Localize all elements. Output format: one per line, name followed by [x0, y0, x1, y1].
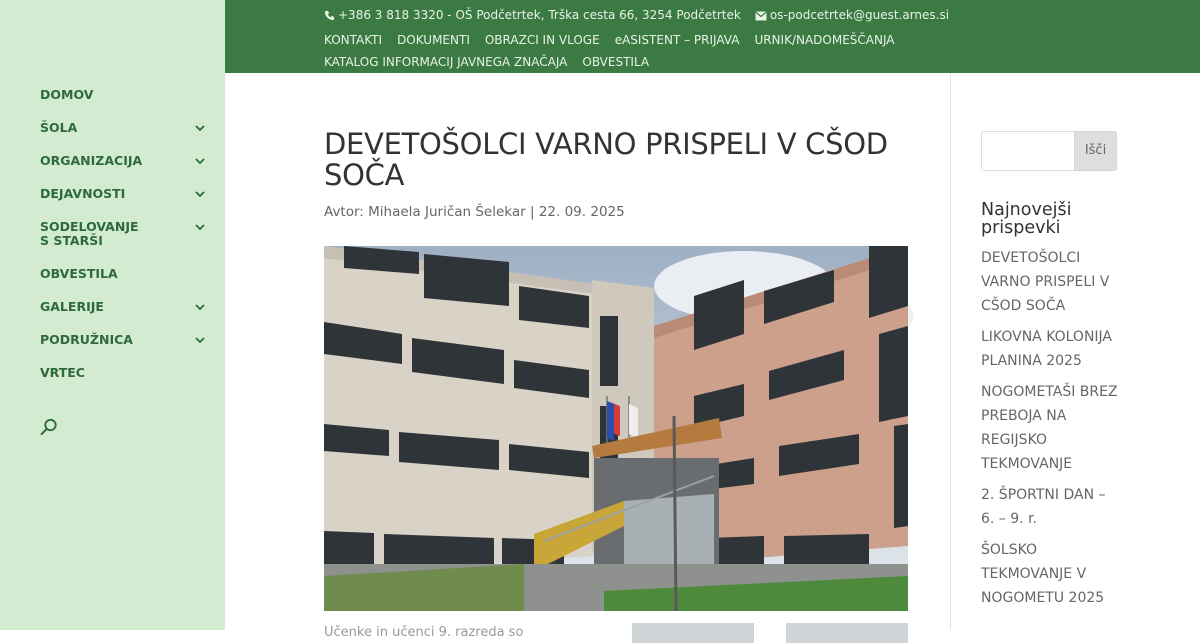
- left-sidebar: [0, 0, 225, 630]
- chevron-down-icon[interactable]: [194, 221, 206, 233]
- widget-search-button[interactable]: Išči: [1074, 131, 1117, 171]
- gallery-thumbnail[interactable]: [786, 623, 908, 643]
- widget-search-input[interactable]: [981, 131, 1075, 171]
- contact-address: +386 3 818 3320 - OŠ Podčetrtek, Trška cesta 66, 3254 Podčetrtek: [338, 8, 741, 22]
- phone-icon: [324, 10, 335, 21]
- recent-post-link[interactable]: DEVETOŠOLCI VARNO PRISPELI V CŠOD SOČA: [981, 250, 1110, 314]
- sidebar-item-podruznica[interactable]: PODRUŽNICA: [40, 333, 210, 347]
- recent-post-link[interactable]: LIKOVNA KOLONIJA PLANINA 2025: [981, 329, 1113, 369]
- top-link-obrazci[interactable]: OBRAZCI IN VLOGE: [484, 33, 600, 47]
- contact-email[interactable]: os-podcetrtek@guest.arnes.si: [769, 8, 950, 22]
- sidebar-item-organizacija[interactable]: ORGANIZACIJA: [40, 154, 210, 168]
- article-title: DEVETOŠOLCI VARNO PRISPELI V CŠOD SOČA: [324, 127, 888, 192]
- envelope-icon: [755, 11, 767, 21]
- main-nav: [40, 88, 210, 399]
- top-link-kontakti[interactable]: KONTAKTI: [324, 33, 383, 47]
- sidebar-item-sola[interactable]: ŠOLA: [40, 121, 210, 135]
- recent-posts-title: Najnovejši prispevki: [981, 200, 1072, 238]
- top-nav: [324, 29, 964, 73]
- sidebar-item-dejavnosti[interactable]: DEJAVNOSTI: [40, 187, 210, 201]
- recent-post-link[interactable]: NOGOMETAŠI BREZ PREBOJA NA REGIJSKO TEKMOVANJE: [981, 384, 1118, 472]
- right-sidebar: [951, 73, 1200, 630]
- sidebar-item-vrtec[interactable]: VRTEC: [40, 365, 85, 380]
- top-link-urnik[interactable]: URNIK/NADOMEŠČANJA: [754, 33, 895, 47]
- article-meta: Avtor: Mihaela Juričan Šelekar | 22. 09. 2025: [324, 204, 625, 220]
- top-bar: [225, 0, 1200, 73]
- sidebar-item-obvestila[interactable]: OBVESTILA: [40, 266, 118, 281]
- chevron-down-icon[interactable]: [194, 155, 206, 167]
- chevron-down-icon[interactable]: [194, 188, 206, 200]
- top-link-easistent[interactable]: eASISTENT – PRIJAVA: [614, 33, 740, 47]
- recent-post-link[interactable]: ŠOLSKO TEKMOVANJE V NOGOMETU 2025: [981, 542, 1105, 606]
- chevron-down-icon[interactable]: [194, 301, 206, 313]
- article-image: [324, 246, 908, 611]
- chevron-down-icon[interactable]: [194, 122, 206, 134]
- main-content: [225, 73, 950, 640]
- sidebar-item-domov[interactable]: DOMOV: [40, 87, 94, 102]
- chevron-down-icon[interactable]: [194, 334, 206, 346]
- contact-line: [324, 8, 949, 22]
- gallery-thumbnail[interactable]: [632, 623, 754, 643]
- recent-post-link[interactable]: 2. ŠPORTNI DAN – 6. – 9. r.: [981, 487, 1106, 527]
- sidebar-item-sodelovanje[interactable]: SODELOVANJE S STARŠI: [40, 220, 210, 248]
- search-icon[interactable]: [40, 418, 58, 436]
- school-building-image: [324, 246, 908, 611]
- top-link-katalog[interactable]: KATALOG INFORMACIJ JAVNEGA ZNAČAJA: [324, 55, 568, 69]
- top-link-obvestila[interactable]: OBVESTILA: [582, 55, 650, 69]
- article-snippet: Učenke in učenci 9. razreda so: [324, 625, 524, 640]
- top-link-dokumenti[interactable]: DOKUMENTI: [397, 33, 470, 47]
- sidebar-item-galerije[interactable]: GALERIJE: [40, 300, 210, 314]
- recent-posts-list: [981, 246, 1121, 617]
